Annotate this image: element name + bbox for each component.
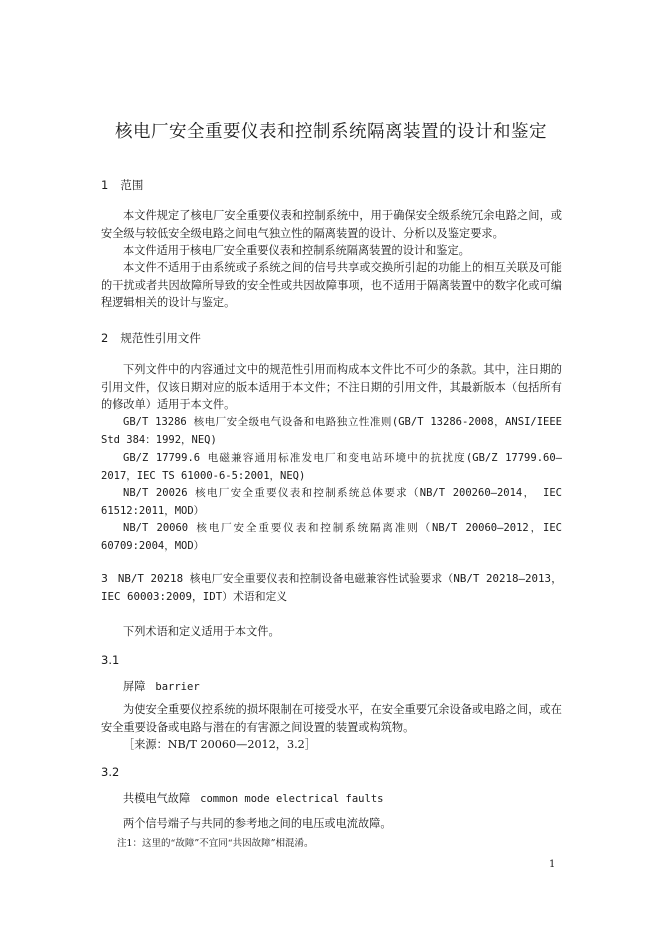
term-number: 3.1 — [101, 653, 120, 667]
term-source: ［来源：NB/T 20060—2012，3.2］ — [123, 738, 316, 751]
term-definition: 为使安全重要仪控系统的损坏限制在可接受水平，在安全重要冗余设备或电路之间，或在安全重要设备或电路与潜在的有害源之间设置的装置或构筑物。 — [101, 703, 562, 734]
section-title: 规范性引用文件 — [120, 331, 201, 345]
term-en: barrier — [155, 681, 200, 693]
scope-paragraph-1: 本文件规定了核电厂安全重要仪表和控制系统中，用于确保安全级系统冗余电路之间，或安全级与较低安全级电路之间电气独立性的隔离装置的设计、分析以及鉴定要求。 — [101, 209, 562, 240]
reference-item: NB/T 20060 核电厂安全重要仪表和控制系统隔离准则（NB/T 20060—2012，IEC 60709:2004，MOD） — [101, 522, 562, 552]
term-zh: 共模电气故障 — [123, 792, 191, 805]
section-title: 范围 — [120, 178, 144, 192]
reference-item: NB/T 20026 核电厂安全重要仪表和控制系统总体要求（NB/T 200260—2014， IEC 61512:2011，MOD） — [101, 487, 562, 517]
term-entry — [123, 790, 383, 806]
reference-item: GB/T 13286 核电厂安全级电气设备和电路独立性准则(GB/T 13286-2008，ANSI/IEEE Std 384：1992，NEQ) — [101, 416, 562, 446]
term-note: 注1：这里的“故障”不宜同“共因故障”相混淆。 — [117, 838, 314, 849]
scope-paragraph-3: 本文件不适用于由系统或子系统之间的信号共享或交换所引起的功能上的相互关联及可能的干扰或者共因故障所导致的安全性或共因故障事项，也不适用于隔离装置中的数字化或可编程逻辑相关的设计与鉴定。 — [101, 261, 562, 309]
section-title: 术语和定义 — [233, 589, 288, 603]
section-3-reference: NB/T 20218 核电厂安全重要仪表和控制设备电磁兼容性试验要求（NB/T 20218—2013，IEC 60003:2009，IDT） — [101, 572, 562, 603]
term-en: common mode electrical faults — [200, 793, 384, 805]
section-1-heading — [101, 177, 143, 193]
section-number: 1 — [101, 178, 109, 192]
term-definition: 两个信号端子与共同的参考地之间的电压或电流故障。 — [123, 817, 392, 830]
section-number: 2 — [101, 331, 109, 345]
term-entry — [123, 678, 200, 694]
document-title: 核电厂安全重要仪表和控制系统隔离装置的设计和鉴定 — [115, 122, 547, 142]
scope-paragraph-2: 本文件适用于核电厂安全重要仪表和控制系统隔离装置的设计和鉴定。 — [123, 244, 470, 257]
term-number: 3.2 — [101, 765, 120, 779]
reference-item: GB/Z 17799.6 电磁兼容通用标准发电厂和变电站环境中的抗扰度(GB/Z 17799.60—2017，IEC TS 61000-6-5:2001，NEQ) — [101, 452, 562, 482]
section-2-heading — [101, 330, 201, 346]
term-zh: 屏障 — [123, 680, 146, 693]
section-3-heading — [101, 570, 562, 605]
section-number: 3 — [101, 572, 108, 585]
terms-intro: 下列术语和定义适用于本文件。 — [123, 625, 280, 638]
page-number: 1 — [549, 859, 556, 870]
normative-intro: 下列文件中的内容通过文中的规范性引用而构成本文件比不可少的条款。其中，注日期的引用文件，仅该日期对应的版本适用于本文件；不注日期的引用文件，其最新版本（包括所有的修改单）适用于本文件。 — [101, 363, 562, 411]
